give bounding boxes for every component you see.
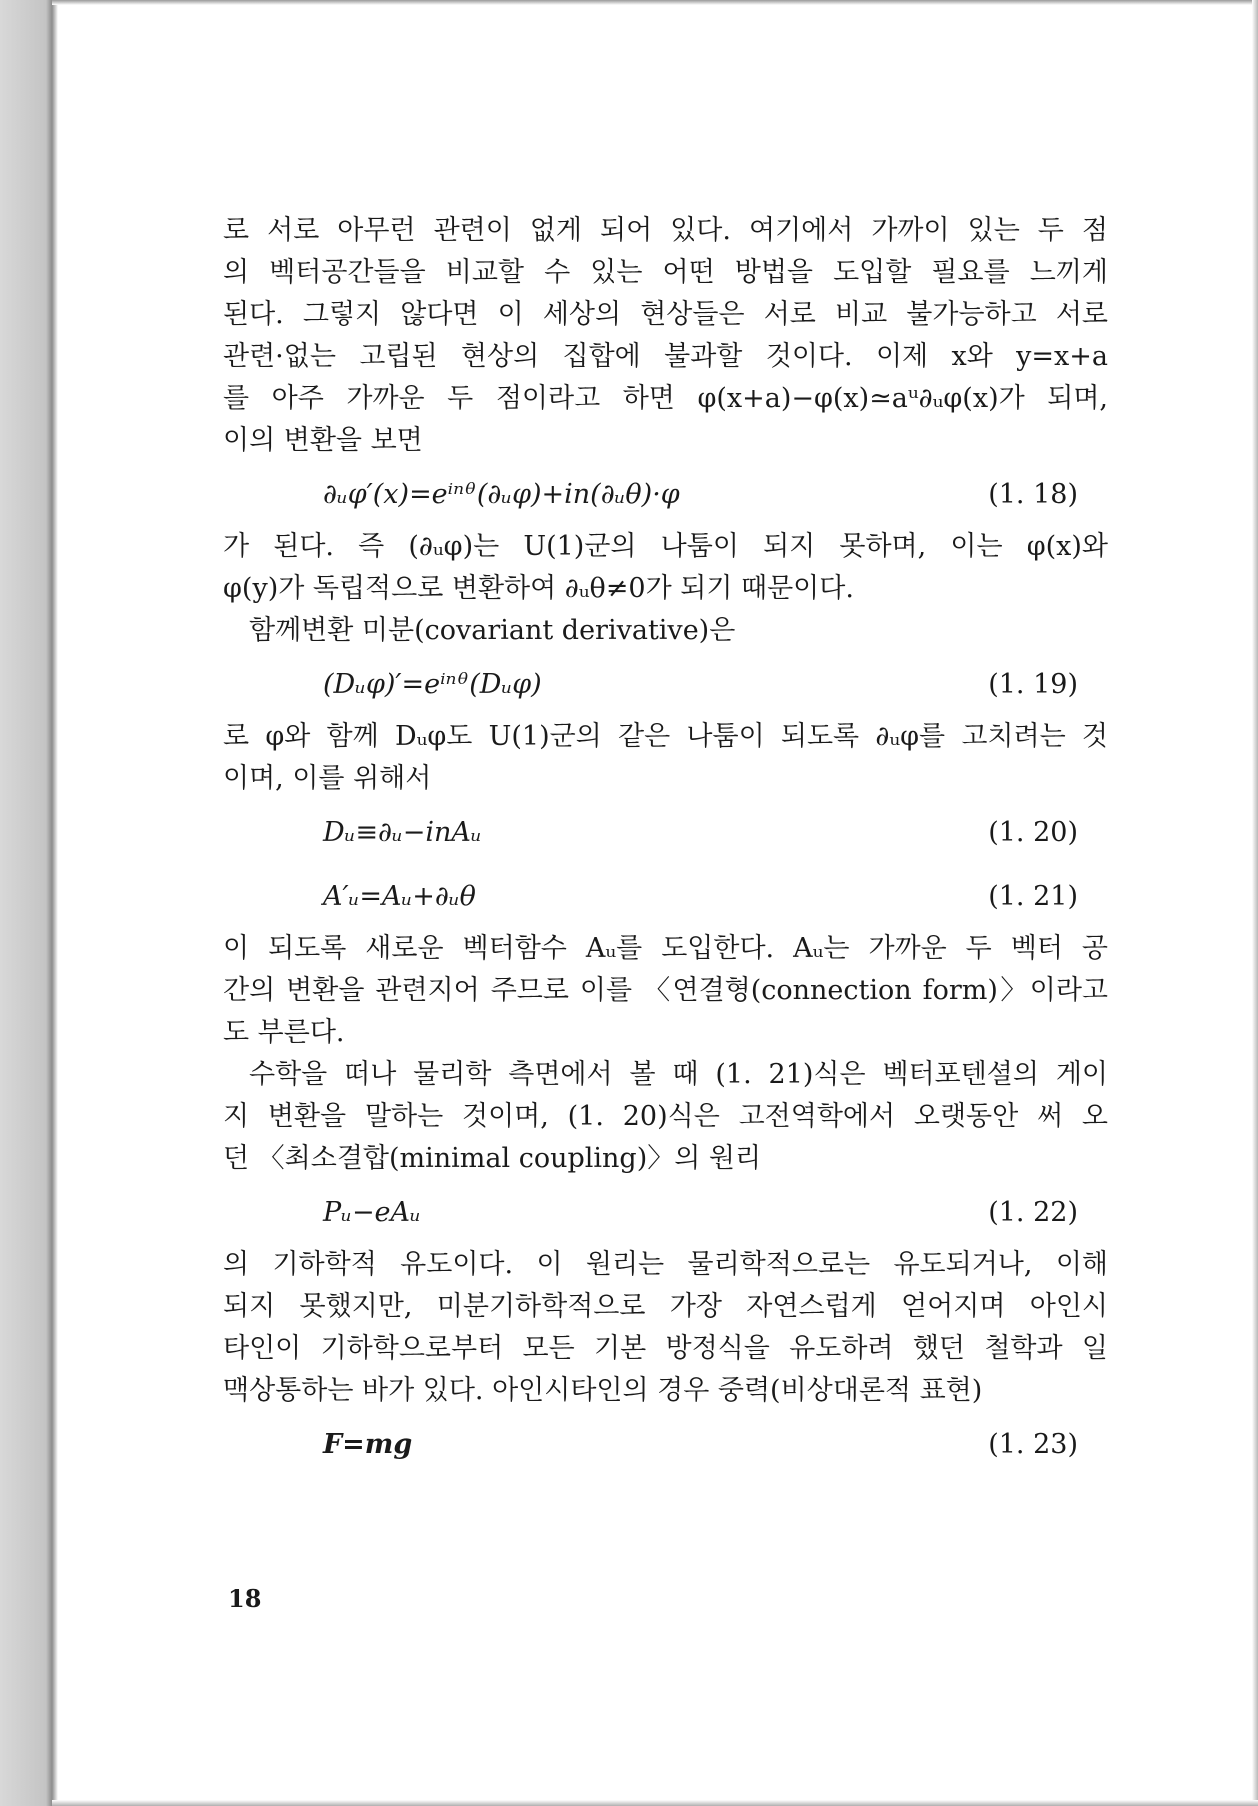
equation-1-18 [223, 462, 1108, 526]
text-line: 로 서로 아무런 관련이 없게 되어 있다. 여기에서 가까이 있는 두 점 [223, 215, 1108, 246]
page-edge-right [1252, 0, 1258, 1806]
text-line: φ(y)가 독립적으로 변환하여 ∂ᵤθ≠0가 되기 때문이다. [223, 573, 854, 604]
equation-number: (1. 18) [988, 478, 1078, 510]
equation-number: (1. 20) [988, 816, 1078, 848]
text-line: 의 벡터공간들을 비교할 수 있는 어떤 방법을 도입할 필요를 느끼게 [223, 257, 1108, 288]
equation-expression: ∂ᵤφ′(x)=eⁱⁿᶿ(∂ᵤφ)+in(∂ᵤθ)·φ [323, 478, 680, 510]
text-line: 이며, 이를 위해서 [223, 763, 432, 794]
paragraph-1 [223, 210, 1108, 462]
equation-1-20 [223, 800, 1108, 864]
page-edge-top [52, 0, 1258, 5]
text-line: 되지 못했지만, 미분기하학적으로 가장 자연스럽게 얻어지며 아인시 [223, 1291, 1108, 1322]
equation-expression: Dᵤ≡∂ᵤ−inAᵤ [323, 816, 482, 848]
paragraph-7 [223, 1244, 1108, 1412]
page-edge-bottom [52, 1800, 1258, 1806]
text-line: 관련·없는 고립된 현상의 집합에 불과할 것이다. 이제 x와 y=x+a [223, 341, 1108, 372]
page-number: 18 [228, 1584, 262, 1613]
equation-1-19 [223, 652, 1108, 716]
equation-1-23 [223, 1412, 1108, 1476]
equation-number: (1. 21) [988, 880, 1078, 912]
equation-expression: A′ᵤ=Aᵤ+∂ᵤθ [323, 880, 476, 912]
equation-1-22 [223, 1180, 1108, 1244]
text-line: 된다. 그렇지 않다면 이 세상의 현상들은 서로 비교 불가능하고 서로 [223, 299, 1108, 330]
equation-number: (1. 22) [988, 1196, 1078, 1228]
text-line: 가 된다. 즉 (∂ᵤφ)는 U(1)군의 나툼이 되지 못하며, 이는 φ(x)와 [223, 531, 1108, 562]
text-line: 맥상통하는 바가 있다. 아인시타인의 경우 중력(비상대론적 표현) [223, 1375, 983, 1406]
equation-1-21 [223, 864, 1108, 928]
text-line: 이 되도록 새로운 벡터함수 Aᵤ를 도입한다. Aᵤ는 가까운 두 벡터 공 [223, 933, 1108, 964]
text-line: 도 부른다. [223, 1017, 345, 1048]
equation-number: (1. 19) [988, 668, 1078, 700]
text-line: 로 φ와 함께 Dᵤφ도 U(1)군의 같은 나툼이 되도록 ∂ᵤφ를 고치려는 것 [223, 721, 1108, 752]
paragraph-5 [223, 928, 1108, 1054]
paragraph-3 [223, 610, 1108, 652]
text-line: 던 〈최소결합(minimal coupling)〉의 원리 [223, 1143, 762, 1174]
text-line: 이의 변환을 보면 [223, 425, 423, 456]
page-content [223, 210, 1108, 1476]
text-line: 타인이 기하학으로부터 모든 기본 방정식을 유도하려 했던 철학과 일 [223, 1333, 1108, 1364]
paragraph-4 [223, 716, 1108, 800]
text-line: 지 변환을 말하는 것이며, (1. 20)식은 고전역학에서 오랫동안 써 오 [223, 1101, 1108, 1132]
text-line: 간의 변환을 관련지어 주므로 이를 〈연결형(connection form)〉이라고 [223, 975, 1108, 1006]
page-edge-left [0, 0, 58, 1806]
text-line: 수학을 떠나 물리학 측면에서 볼 때 (1. 21)식은 벡터포텐셜의 게이 [249, 1059, 1108, 1090]
equation-number: (1. 23) [988, 1428, 1078, 1460]
text-line: 를 아주 가까운 두 점이라고 하면 φ(x+a)−φ(x)≃aᵘ∂ᵤφ(x)가 되며, [223, 383, 1108, 414]
paragraph-2 [223, 526, 1108, 610]
equation-expression: (Dᵤφ)′=eⁱⁿᶿ(Dᵤφ) [323, 668, 542, 700]
equation-expression: Pᵤ−eAᵤ [323, 1196, 421, 1228]
text-line: 의 기하학적 유도이다. 이 원리는 물리학적으로는 유도되거나, 이해 [223, 1249, 1108, 1280]
equation-expression: F=mg [323, 1428, 413, 1460]
paragraph-6 [223, 1054, 1108, 1180]
text-line: 함께변환 미분(covariant derivative)은 [249, 615, 736, 646]
